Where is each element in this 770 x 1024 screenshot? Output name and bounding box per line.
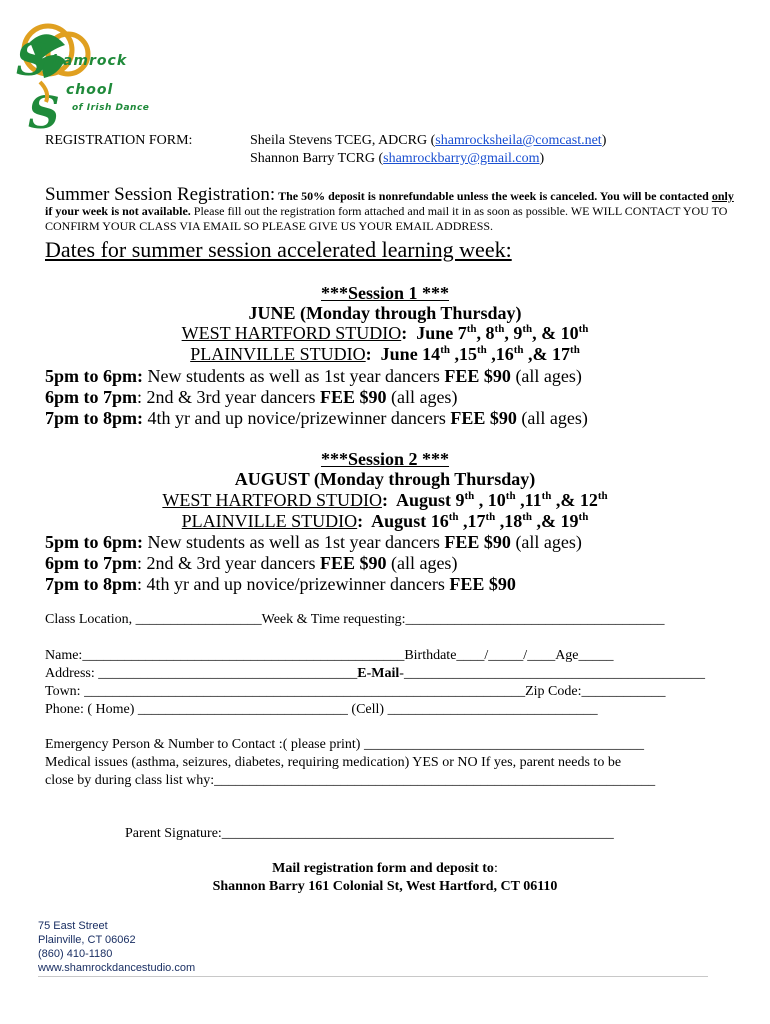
summer-session-title: Summer Session Registration:: [45, 184, 276, 205]
contact-sheila-name: Sheila Stevens TCEG, ADCRG (: [250, 133, 436, 148]
school-logo: [10, 20, 160, 138]
medical-issues-text: Medical issues (asthma, seizures, diabetes, requiring medication) YES or NO If yes, parent needs to be: [45, 755, 622, 770]
session-1-row-1: 5pm to 6pm: New students as well as 1st year dancers FEE $90 (all ages): [45, 366, 582, 386]
session-1-heading: [0, 283, 770, 304]
sheila-email-link[interactable]: shamrocksheila@comcast.net: [435, 133, 602, 148]
emergency-contact-field[interactable]: Emergency Person & Number to Contact :( please print) ________________________________________: [45, 737, 644, 752]
class-location-field[interactable]: Class Location, __________________Week & Time requesting:_____________________________________: [45, 612, 665, 627]
summer-session-notice: [45, 184, 735, 234]
logo-word-shamrock: hamrock: [52, 53, 128, 69]
mail-to-label: Mail registration form and deposit to:: [272, 861, 498, 876]
plainville-label: PLAINVILLE STUDIO: [181, 511, 358, 531]
session-2-heading: [0, 449, 770, 470]
phone-field[interactable]: Phone: ( Home) ______________________________ (Cell) ______________________________: [45, 702, 598, 717]
session-1-row-3: 7pm to 8pm: 4th yr and up novice/prizewinner dancers FEE $90 (all ages): [45, 408, 588, 428]
address-field[interactable]: Address: _____________________________________E-Mail-___________________________________________: [45, 666, 705, 681]
deposit-notice: The 50% deposit is nonrefundable unless the week is canceled. You will be contacted: [278, 189, 709, 203]
shannon-email-link[interactable]: shamrockbarry@gmail.com: [383, 151, 540, 166]
parent-signature-field[interactable]: Parent Signature:________________________________________________________: [125, 826, 614, 841]
svg-text:S: S: [16, 35, 48, 86]
footer-divider: [38, 976, 708, 977]
session-2-heading-text: ***Session 2 ***: [320, 449, 450, 469]
session-2-row-3: 7pm to 8pm: 4th yr and up novice/prizewinner dancers FEE $90: [45, 574, 516, 594]
email-label: E-Mail: [357, 666, 400, 681]
footer-street: 75 East Street: [38, 920, 108, 932]
svg-text:S: S: [28, 88, 60, 138]
plainville-label: PLAINVILLE STUDIO: [190, 344, 366, 364]
session-1-month: JUNE (Monday through Thursday): [248, 303, 522, 323]
medical-issues-field[interactable]: close by during class list why:_______________________________________________________________: [45, 773, 656, 788]
mail-instructions: Please fill out the registration form attached and mail it in as soon as possible. WE WILL CONTACT YOU TO CONFIRM YOUR CLASS VIA EMAIL SO PLEASE GIVE US YOUR EMAIL ADDRESS.: [45, 204, 728, 233]
contact-sheila-close: ): [601, 133, 607, 148]
mail-to-address: Shannon Barry 161 Colonial St, West Hartford, CT 06110: [212, 879, 558, 894]
session-2-row-1: 5pm to 6pm: New students as well as 1st year dancers FEE $90 (all ages): [45, 532, 582, 552]
deposit-notice-end: if your week is not available.: [45, 204, 191, 218]
deposit-only: only: [711, 189, 734, 203]
contact-shannon: [250, 151, 544, 167]
session-2-month: AUGUST (Monday through Thursday): [234, 469, 536, 489]
contact-shannon-name: Shannon Barry TCRG (: [250, 151, 384, 166]
west-hartford-label: WEST HARTFORD STUDIO: [162, 490, 382, 510]
session-1-west-hartford: WEST HARTFORD STUDIO: June 7th, 8th, 9th, & 10th: [181, 323, 589, 343]
town-field[interactable]: Town: _______________________________________________________________Zip Code:____________: [45, 684, 666, 699]
contact-shannon-close: ): [539, 151, 545, 166]
session-1-heading-text: ***Session 1 ***: [320, 283, 450, 303]
session-1-plainville: PLAINVILLE STUDIO: June 14th ,15th ,16th ,& 17th: [190, 344, 580, 364]
session-2-west-hartford: WEST HARTFORD STUDIO: August 9th , 10th ,11th ,& 12th: [162, 490, 608, 510]
session-1-row-2: 6pm to 7pm: 2nd & 3rd year dancers FEE $90 (all ages): [45, 387, 458, 407]
dates-title: Dates for summer session accelerated learning week:: [45, 237, 512, 262]
session-2-plainville: PLAINVILLE STUDIO: August 16th ,17th ,18th ,& 19th: [181, 511, 589, 531]
footer-city: Plainville, CT 06062: [38, 934, 136, 946]
contact-sheila: [250, 133, 606, 149]
logo-word-irish-dance: of Irish Dance: [72, 103, 150, 113]
logo-word-school: chool: [66, 82, 114, 98]
footer-phone: (860) 410-1180: [38, 948, 113, 960]
name-field[interactable]: Name:______________________________________________Birthdate____/_____/____Age_____: [45, 648, 614, 663]
session-2-row-2: 6pm to 7pm: 2nd & 3rd year dancers FEE $90 (all ages): [45, 553, 458, 573]
shamrock-logo-icon: [10, 20, 160, 138]
registration-form-label: REGISTRATION FORM:: [45, 133, 193, 148]
footer-website[interactable]: www.shamrockdancestudio.com: [38, 962, 196, 974]
west-hartford-label: WEST HARTFORD STUDIO: [181, 323, 402, 343]
